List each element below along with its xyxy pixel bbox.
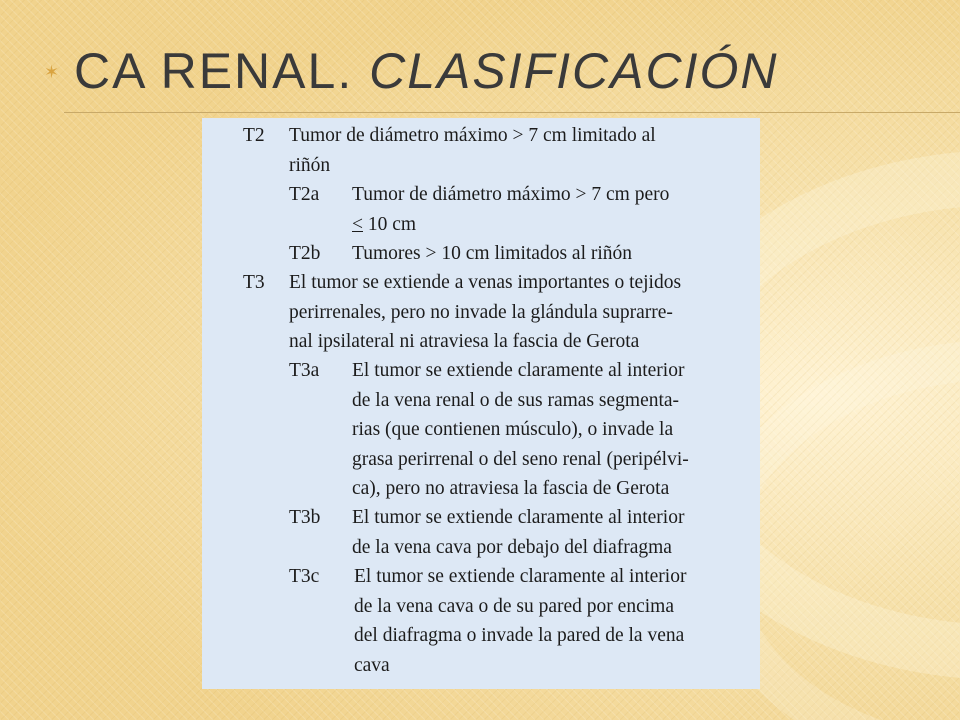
description-line: grasa perirrenal o del seno renal (peripélvi-	[352, 448, 689, 470]
stage-code: T3b	[289, 507, 321, 528]
description-line: de la vena renal o de sus ramas segmenta-	[352, 389, 680, 411]
description-line: de la vena cava o de su pared por encima	[354, 595, 674, 617]
description-line: El tumor se extiende claramente al interior	[354, 566, 687, 587]
description-line: rias (que contienen músculo), o invade la	[352, 419, 674, 440]
stage-description	[352, 356, 755, 504]
description-line: El tumor se extiende claramente al interior	[352, 360, 685, 381]
title-italic: CLASIFICACIÓN	[369, 43, 779, 99]
description-line: riñón	[289, 154, 331, 176]
description-line: nal ipsilateral ni atraviesa la fascia de Gerota	[289, 331, 640, 352]
stage-code: T3	[243, 272, 265, 293]
stage-description	[352, 180, 755, 239]
stage-description	[354, 562, 757, 680]
stage-description	[352, 239, 755, 269]
description-line: ca), pero no atraviesa la fascia de Gerota	[352, 478, 670, 499]
classification-table	[202, 118, 760, 689]
stage-description	[289, 268, 754, 357]
description-line: de la vena cava por debajo del diafragma	[352, 536, 672, 558]
stage-code: T2a	[289, 184, 320, 205]
description-line: El tumor se extiende a venas importantes o tejidos	[289, 272, 682, 293]
description-line: Tumor de diámetro máximo > 7 cm pero	[352, 184, 670, 205]
description-line: perirrenales, pero no invade la glándula suprarre-	[289, 301, 673, 323]
description-line: cava	[354, 654, 390, 676]
star-bullet-icon: ✶	[44, 62, 60, 83]
description-line: Tumor de diámetro máximo > 7 cm limitado al	[289, 125, 656, 146]
stage-code: T3a	[289, 360, 320, 381]
stage-code: T3c	[289, 566, 320, 587]
description-line: del diafragma o invade la pared de la vena	[354, 625, 685, 646]
less-equal-symbol: <	[352, 213, 363, 235]
stage-code: T2	[243, 125, 265, 146]
title-divider	[64, 112, 960, 113]
description-line: Tumores > 10 cm limitados al riñón	[352, 243, 633, 264]
title-main: CA RENAL.	[74, 43, 370, 99]
stage-code: T2b	[289, 243, 321, 264]
stage-description	[352, 503, 755, 562]
description-line: El tumor se extiende claramente al interior	[352, 507, 685, 528]
stage-description	[289, 121, 754, 180]
description-text: 10 cm	[363, 213, 417, 235]
description-line	[352, 210, 755, 240]
slide-title	[74, 40, 779, 102]
